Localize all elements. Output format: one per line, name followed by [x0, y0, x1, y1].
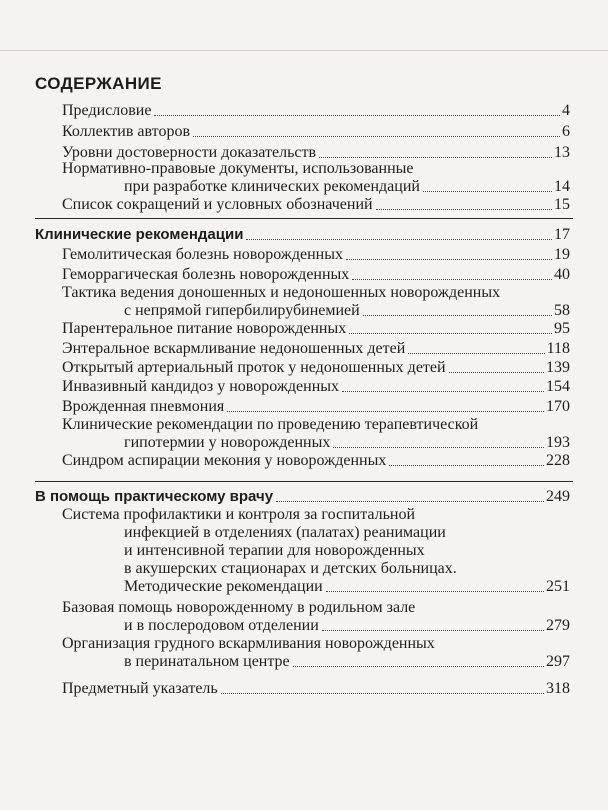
toc-entry-page: 251: [546, 578, 570, 595]
toc-entry-label-cont: и в послеродовом отделении: [124, 617, 319, 634]
toc-heading-label: Клинические рекомендации: [35, 226, 244, 243]
toc-entry-label-cont: гипотермии у новорожденных: [124, 434, 331, 451]
toc-entry-label: Парентеральное питание новорожденных: [62, 320, 347, 337]
leader-dots: [389, 465, 544, 466]
page-title: СОДЕРЖАНИЕ: [35, 74, 162, 93]
toc-entry-page: 40: [554, 266, 570, 283]
leader-dots: [352, 279, 552, 280]
leader-dots: [322, 630, 544, 631]
leader-dots: [363, 315, 552, 316]
leader-dots: [376, 209, 552, 210]
toc-entry-label: Организация грудного вскармливания новорожденных: [62, 635, 435, 652]
leader-dots: [193, 136, 560, 137]
toc-entry-label: Гемолитическая болезнь новорожденных: [62, 246, 343, 263]
toc-entry-page: 170: [546, 398, 570, 415]
leader-dots: [246, 239, 552, 240]
toc-entry-label: Список сокращений и условных обозначений: [62, 196, 373, 213]
leader-dots: [449, 372, 544, 373]
section-divider: [35, 218, 573, 219]
toc-entry-page: 228: [546, 452, 570, 469]
toc-entry-page: 95: [554, 320, 570, 337]
toc-entry-page: 318: [546, 680, 570, 697]
toc-entry-label: Синдром аспирации мекония у новорожденных: [62, 452, 387, 469]
toc-entry-label: Предметный указатель: [62, 680, 218, 697]
leader-dots: [293, 666, 544, 667]
toc-entry-page: 297: [546, 653, 570, 670]
leader-dots: [423, 191, 552, 192]
toc-entry-page: 13: [554, 144, 570, 161]
leader-dots: [346, 259, 552, 260]
leader-dots: [342, 391, 544, 392]
toc-entry-page: 4: [562, 102, 570, 119]
toc-entry-label: Открытый артериальный проток у недоношенных детей: [62, 359, 446, 376]
toc-entry-label-cont: Методические рекомендации: [124, 578, 323, 595]
toc-entry-label: Предисловие: [62, 102, 152, 119]
toc-entry-label-cont: в перинатальном центре: [124, 653, 290, 670]
toc-entry-label: Коллектив авторов: [62, 123, 190, 140]
toc-entry-label: Тактика ведения доношенных и недоношенных новорожденных: [62, 284, 501, 301]
toc-entry-page: 58: [554, 302, 570, 319]
toc-entry-label-cont: инфекцией в отделениях (палатах) реанимации: [124, 524, 446, 541]
leader-dots: [349, 333, 552, 334]
toc-entry-label: Энтеральное вскармливание недоношенных детей: [62, 340, 406, 357]
leader-dots: [227, 411, 544, 412]
toc-entry-label-cont: и интенсивной терапии для новорожденных: [124, 542, 425, 559]
leader-dots: [326, 591, 544, 592]
leader-dots: [276, 501, 544, 502]
toc-entry-page: 14: [554, 178, 570, 195]
toc-entry-page: 118: [546, 340, 570, 357]
toc-entry-page: 249: [546, 488, 570, 505]
toc-entry-label: Нормативно-правовые документы, использованные: [62, 160, 414, 177]
toc-entry-page: 154: [546, 378, 570, 395]
toc-entry-page: 15: [554, 196, 570, 213]
leader-dots: [154, 115, 560, 116]
toc-entry-label-cont: в акушерских стационарах и детских больницах.: [124, 560, 457, 577]
section-divider: [35, 481, 573, 482]
leader-dots: [221, 693, 544, 694]
toc-entry-label: Уровни достоверности доказательств: [62, 144, 317, 161]
toc-entry-page: 17: [554, 226, 570, 243]
toc-entry-label: Инвазивный кандидоз у новорожденных: [62, 378, 340, 395]
toc-entry-page: 139: [546, 359, 570, 376]
toc-entry-page: 193: [546, 434, 570, 451]
toc-heading-label: В помощь практическому врачу: [35, 488, 274, 505]
toc-entry-page: 19: [554, 246, 570, 263]
toc-entry-label: Врожденная пневмония: [62, 398, 225, 415]
leader-dots: [408, 353, 544, 354]
toc-entry-page: 279: [546, 617, 570, 634]
toc-entry-page: 6: [562, 123, 570, 140]
toc-entry-label: Клинические рекомендации по проведению терапевтической: [62, 416, 479, 433]
toc-entry-label-cont: при разработке клинических рекомендаций: [124, 178, 420, 195]
toc-entry-label-cont: с непрямой гипербилирубинемией: [124, 302, 360, 319]
toc-entry-label: Геморрагическая болезнь новорожденных: [62, 266, 350, 283]
toc-entry-label: Система профилактики и контроля за госпитальной: [62, 506, 416, 523]
leader-dots: [333, 447, 544, 448]
toc-entry-label: Базовая помощь новорожденному в родильном зале: [62, 599, 416, 616]
